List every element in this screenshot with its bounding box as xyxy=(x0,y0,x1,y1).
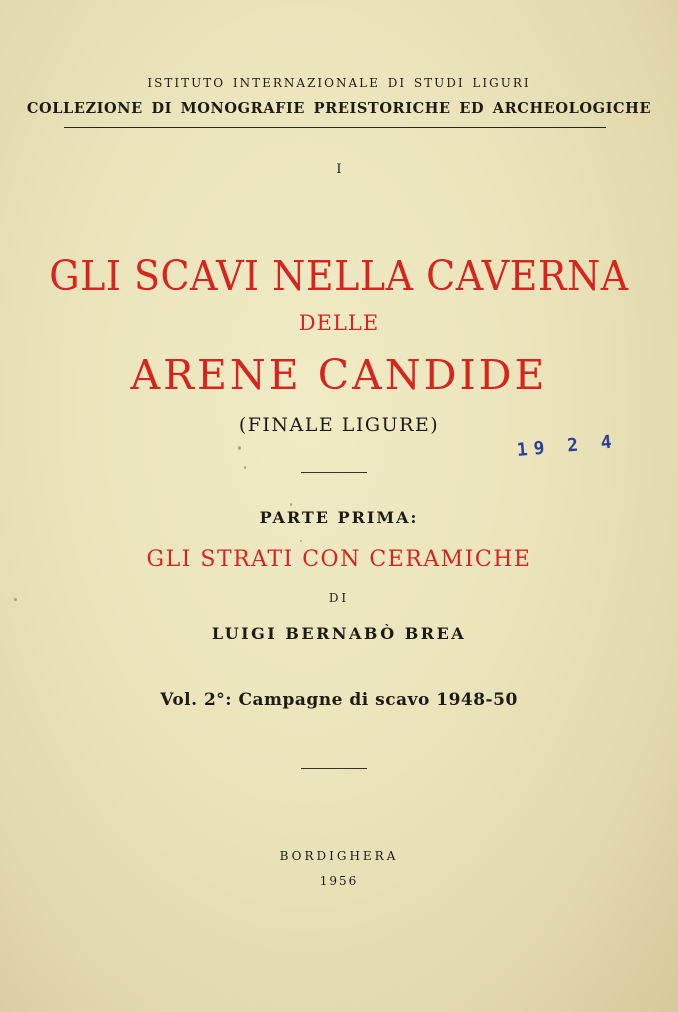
paper-spot xyxy=(290,503,292,506)
title-line-1: GLI SCAVI NELLA CAVERNA xyxy=(49,252,629,300)
imprint-year: 1956 xyxy=(319,874,359,888)
institute-name: ISTITUTO INTERNAZIONALE DI STUDI LIGURI xyxy=(147,76,531,90)
part-subtitle: GLI STRATI CON CERAMICHE xyxy=(146,547,532,572)
part-label: PARTE PRIMA: xyxy=(259,508,419,527)
imprint-place: BORDIGHERA xyxy=(279,849,399,863)
paper-spot xyxy=(238,446,241,450)
section-divider xyxy=(301,472,367,473)
by-label: DI xyxy=(328,591,350,605)
title-line-2: DELLE xyxy=(298,311,380,335)
author-name: LUIGI BERNABÒ BREA xyxy=(211,624,467,643)
volume-line: Vol. 2°: Campagne di scavo 1948-50 xyxy=(160,690,518,710)
series-number: I xyxy=(336,162,342,177)
date-stamp: 19 2 4 xyxy=(516,431,619,461)
title-location: (FINALE LIGURE) xyxy=(238,414,440,436)
paper-spot xyxy=(244,466,246,469)
title-line-3: ARENE CANDIDE xyxy=(130,351,548,399)
paper-spot xyxy=(300,540,302,542)
section-divider xyxy=(301,768,367,769)
collection-name: COLLEZIONE DI MONOGRAFIE PREISTORICHE ED ARCHEOLOGICHE xyxy=(26,100,652,117)
header-rule xyxy=(64,127,606,128)
